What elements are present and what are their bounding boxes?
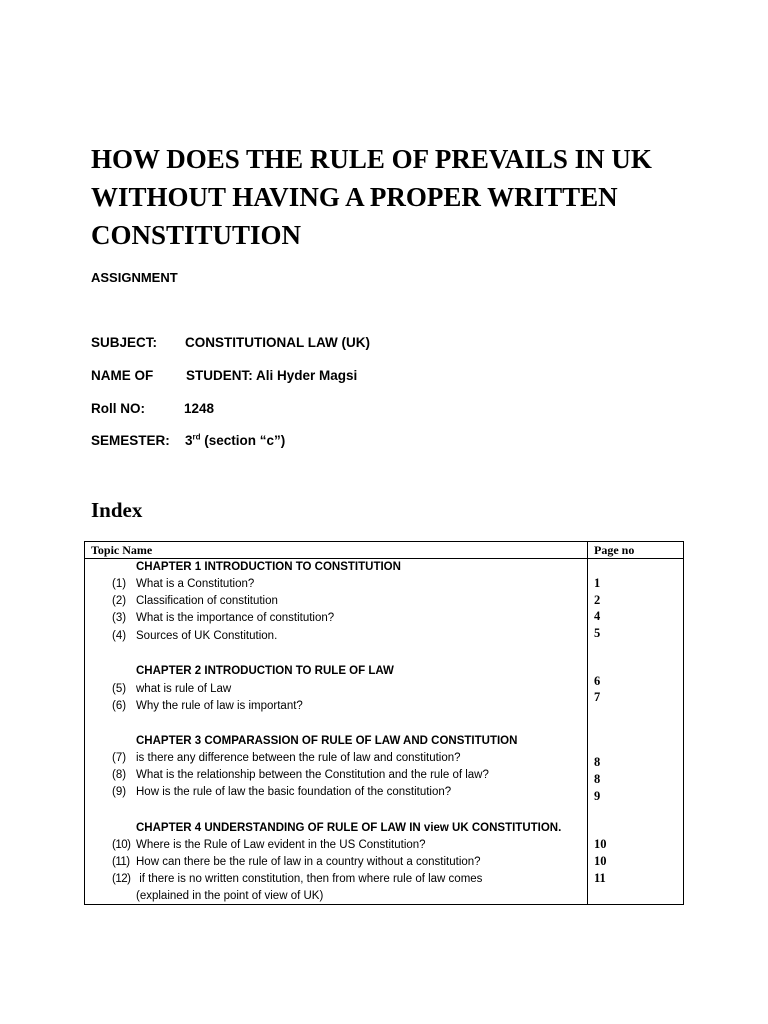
- item-number: (10): [112, 839, 131, 851]
- chapter-4-heading: CHAPTER 4 UNDERSTANDING OF RULE OF LAW IN view UK CONSTITUTION.: [136, 822, 562, 834]
- page-number-12: 11: [594, 871, 606, 885]
- index-item-10: [112, 839, 426, 851]
- item-text: What is the relationship between the Constitution and the rule of law?: [136, 769, 489, 781]
- item-text: what is rule of Law: [136, 683, 232, 695]
- item-text: What is a Constitution?: [136, 578, 255, 590]
- semester-value: [185, 433, 285, 448]
- name-value: STUDENT: Ali Hyder Magsi: [186, 368, 358, 383]
- index-item-1: [112, 578, 254, 590]
- item-text: How can there be the rule of law in a country without a constitution?: [136, 856, 481, 868]
- page-number-2: 2: [594, 593, 601, 607]
- index-item-3: [112, 612, 334, 624]
- chapter-3-heading: CHAPTER 3 COMPARASSION OF RULE OF LAW AND CONSTITUTION: [136, 735, 518, 747]
- item-text: Classification of constitution: [136, 595, 278, 607]
- index-item-4: [112, 630, 277, 642]
- semester-label: SEMESTER:: [91, 433, 170, 448]
- roll-label: Roll NO:: [91, 401, 145, 416]
- index-item-5: [112, 683, 231, 695]
- page-number-11: 10: [594, 854, 607, 868]
- document-title: [91, 140, 711, 254]
- page-number-9: 9: [594, 789, 601, 803]
- item-text: Why the rule of law is important?: [136, 700, 303, 712]
- page-number-8: 8: [594, 772, 601, 786]
- page-number-10: 10: [594, 837, 607, 851]
- index-item-8: [112, 769, 489, 781]
- item-number: (4): [112, 630, 127, 642]
- column-divider: [587, 542, 588, 904]
- item-text: Sources of UK Constitution.: [136, 630, 278, 642]
- page-number-7: 8: [594, 755, 601, 769]
- item-text: Where is the Rule of Law evident in the US Constitution?: [136, 839, 426, 851]
- item-text: is there any difference between the rule of law and constitution?: [136, 752, 461, 764]
- title-line-2: WITHOUT HAVING A PROPER WRITTEN: [91, 182, 618, 212]
- index-item-11: [112, 856, 481, 868]
- roll-value: 1248: [184, 401, 215, 416]
- item-number: (12): [112, 873, 131, 885]
- index-heading: Index: [91, 498, 143, 522]
- page-number-3: 4: [594, 609, 601, 623]
- semester-number: 3: [185, 433, 193, 448]
- item-number: (6): [112, 700, 127, 712]
- semester-suffix: rd: [192, 432, 201, 442]
- title-line-3: CONSTITUTION: [91, 220, 302, 250]
- index-item-12: [112, 873, 482, 885]
- index-table: [84, 541, 684, 905]
- item-number: (8): [112, 769, 127, 781]
- chapter-1-heading: CHAPTER 1 INTRODUCTION TO CONSTITUTION: [136, 561, 401, 573]
- header-page-no: Page no: [594, 543, 635, 557]
- subject-label: SUBJECT:: [91, 335, 158, 350]
- item-number: (1): [112, 578, 127, 590]
- subject-value: CONSTITUTIONAL LAW (UK): [185, 335, 370, 350]
- page-number-1: 1: [594, 576, 601, 590]
- chapter-2-heading: CHAPTER 2 INTRODUCTION TO RULE OF LAW: [136, 665, 394, 677]
- index-item-9: [112, 786, 451, 798]
- header-divider: [85, 558, 683, 559]
- item-text: What is the importance of constitution?: [136, 612, 335, 624]
- item-number: (2): [112, 595, 127, 607]
- item-number: (11): [112, 856, 130, 868]
- item-number: (3): [112, 612, 127, 624]
- item-number: (5): [112, 683, 127, 695]
- index-item-7: [112, 752, 461, 764]
- item-text: if there is no written constitution, then from where rule of law comes: [136, 873, 483, 885]
- page-number-6: 7: [594, 690, 601, 704]
- item-number: (7): [112, 752, 127, 764]
- semester-section: (section “c”): [200, 433, 286, 448]
- name-label: NAME OF: [91, 368, 154, 383]
- index-item-6: [112, 700, 303, 712]
- item-text: How is the rule of law the basic foundation of the constitution?: [136, 786, 452, 798]
- index-item-12-continuation: (explained in the point of view of UK): [136, 890, 324, 902]
- index-item-2: [112, 595, 278, 607]
- page-number-5: 6: [594, 674, 601, 688]
- item-number: (9): [112, 786, 127, 798]
- page-number-4: 5: [594, 626, 601, 640]
- title-line-1: HOW DOES THE RULE OF PREVAILS IN UK: [91, 144, 652, 174]
- assignment-label: ASSIGNMENT: [91, 270, 178, 285]
- header-topic-name: Topic Name: [91, 543, 153, 557]
